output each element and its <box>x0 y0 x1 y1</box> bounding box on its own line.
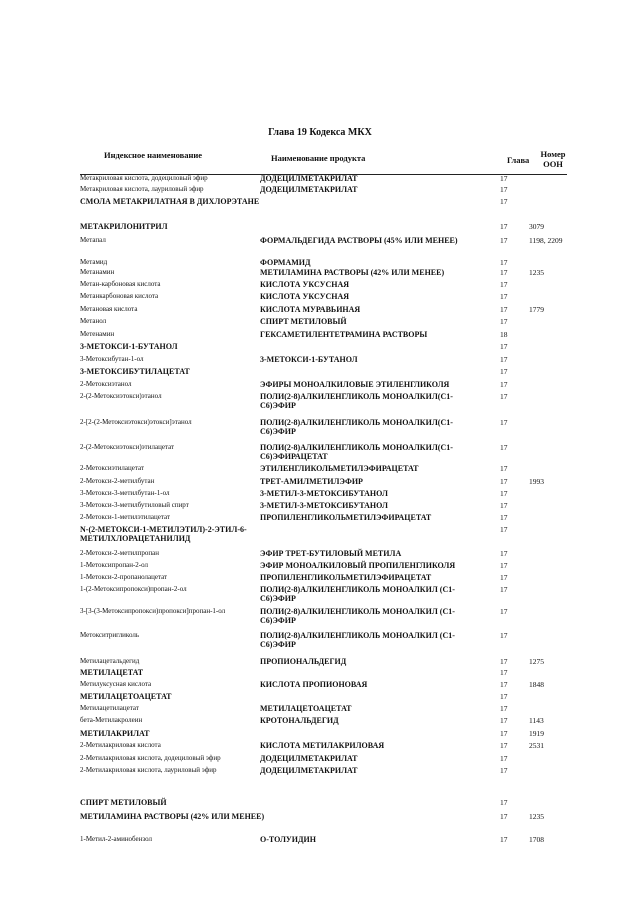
index-name-cell: Метанол <box>80 317 107 325</box>
index-name-cell: Метокситригликоль <box>80 631 140 639</box>
chapter-cell: 17 <box>500 392 508 401</box>
product-name-cell: ПРОПИЛЕНГЛИКОЛЬМЕТИЛЭФИРАЦЕТАТ <box>260 573 432 582</box>
product-name-cell: ФОРМАМИД <box>260 258 311 267</box>
index-name-cell: Метапал <box>80 236 106 244</box>
un-number-cell: 1708 <box>529 835 544 844</box>
chapter-cell: 17 <box>500 549 508 558</box>
un-number-cell: 1848 <box>529 680 544 689</box>
product-name-cell: ПРОПИЛЕНГЛИКОЛЬМЕТИЛЭФИРАЦЕТАТ <box>260 513 432 522</box>
index-name-cell: Метилацетилацетат <box>80 704 139 712</box>
chapter-cell: 17 <box>500 268 508 277</box>
index-name-cell: Метановая кислота <box>80 305 138 313</box>
product-name-cell: КИСЛОТА МУРАВЬИНАЯ <box>260 305 361 314</box>
un-number-cell: 2531 <box>529 741 544 750</box>
chapter-cell: 17 <box>500 185 508 194</box>
index-name-cell: СМОЛА МЕТАКРИЛАТНАЯ В ДИХЛОРЭТАНЕ <box>80 197 260 206</box>
chapter-cell: 17 <box>500 754 508 763</box>
chapter-cell: 17 <box>500 258 508 267</box>
index-name-cell: 2-Метилакриловая кислота, лауриловый эфир <box>80 766 217 774</box>
chapter-cell: 17 <box>500 525 508 534</box>
chapter-cell: 17 <box>500 477 508 486</box>
chapter-cell: 17 <box>500 355 508 364</box>
index-name-cell: СПИРТ МЕТИЛОВЫЙ <box>80 798 167 807</box>
index-name-cell: 3-Метокси-3-метилбутиловый спирт <box>80 501 189 509</box>
product-name-cell: КРОТОНАЛЬДЕГИД <box>260 716 339 725</box>
index-name-cell: 3-МЕТОКСИ-1-БУТАНОЛ <box>80 342 178 351</box>
chapter-cell: 17 <box>500 367 508 376</box>
product-name-cell: СПИРТ МЕТИЛОВЫЙ <box>260 317 347 326</box>
product-name-cell: ДОДЕЦИЛМЕТАКРИЛАТ <box>260 766 358 775</box>
product-name-cell: ДОДЕЦИЛМЕТАКРИЛАТ <box>260 185 358 194</box>
chapter-cell: 17 <box>500 631 508 640</box>
index-name-cell: Метилацетальдегид <box>80 657 140 665</box>
index-name-cell: МЕТАКРИЛОНИТРИЛ <box>80 222 168 231</box>
chapter-cell: 17 <box>500 501 508 510</box>
product-name-cell: КИСЛОТА УКСУСНАЯ <box>260 280 350 289</box>
chapter-cell: 17 <box>500 692 508 701</box>
chapter-cell: 17 <box>500 443 508 452</box>
chapter-cell: 17 <box>500 716 508 725</box>
product-name-cell: ДОДЕЦИЛМЕТАКРИЛАТ <box>260 754 358 763</box>
chapter-cell: 17 <box>500 812 508 821</box>
index-name-cell: 2-[2-(2-Метоксиэтокси)этокси]этанол <box>80 418 192 426</box>
index-name-cell: 1-Метоксипропан-2-ол <box>80 561 149 569</box>
chapter-cell: 17 <box>500 317 508 326</box>
index-name-cell: 3-[3-(3-Метоксипропокси)пропокси]пропан-1-ол <box>80 607 226 615</box>
index-name-cell: 3-Метоксибутан-1-ол <box>80 355 144 363</box>
chapter-cell: 17 <box>500 741 508 750</box>
un-number-cell: 1919 <box>529 729 544 738</box>
chapter-cell: 18 <box>500 330 508 339</box>
chapter-cell: 17 <box>500 573 508 582</box>
product-name-cell: ПОЛИ(2-8)АЛКИЛЕНГЛИКОЛЬ МОНОАЛКИЛ (С1-С6)ЭФИР <box>260 631 455 649</box>
chapter-cell: 17 <box>500 668 508 677</box>
index-name-cell: Метенамин <box>80 330 115 338</box>
un-number-cell: 3079 <box>529 222 544 231</box>
chapter-cell: 17 <box>500 513 508 522</box>
product-name-cell: 3-МЕТИЛ-3-МЕТОКСИБУТАНОЛ <box>260 489 388 498</box>
chapter-cell: 17 <box>500 418 508 427</box>
un-number-cell: 1235 <box>529 268 544 277</box>
index-name-cell: 2-(2-Метоксиэтокси)этанол <box>80 392 162 400</box>
index-name-cell: 2-Метоксиэтанол <box>80 380 132 388</box>
un-number-cell: 1275 <box>529 657 544 666</box>
product-name-cell: ДОДЕЦИЛМЕТАКРИЛАТ <box>260 174 358 183</box>
chapter-cell: 17 <box>500 835 508 844</box>
page-title: Глава 19 Кодекса МКХ <box>268 127 372 138</box>
chapter-cell: 17 <box>500 464 508 473</box>
index-name-cell: 2-Метоксиэтилацетат <box>80 464 145 472</box>
product-name-cell: ЭФИРЫ МОНОАЛКИЛОВЫЕ ЭТИЛЕНГЛИКОЛЯ <box>260 380 450 389</box>
index-name-cell: бета-Метилакролеин <box>80 716 143 724</box>
index-name-cell: 1-Метокси-2-пропанолацетат <box>80 573 168 581</box>
index-name-cell: 2-Метокси-1-метилэтилацетат <box>80 513 171 521</box>
index-name-cell: 2-(2-Метоксиэтокси)этилацетат <box>80 443 175 451</box>
product-name-cell: КИСЛОТА УКСУСНАЯ <box>260 292 350 301</box>
chapter-cell: 17 <box>500 342 508 351</box>
un-number-cell: 1993 <box>529 477 544 486</box>
index-name-cell: Метилуксусная кислота <box>80 680 152 688</box>
product-name-cell: ПОЛИ(2-8)АЛКИЛЕНГЛИКОЛЬ МОНОАЛКИЛ(С1-С6)ЭФИР <box>260 418 453 436</box>
index-name-cell: Метамид <box>80 258 108 266</box>
index-name-cell: 2-Метокси-2-метилпропан <box>80 549 159 557</box>
product-name-cell: О-ТОЛУИДИН <box>260 835 316 844</box>
index-name-cell: МЕТИЛАКРИЛАТ <box>80 729 150 738</box>
product-name-cell: ГЕКСАМЕТИЛЕНТЕТРАМИНА РАСТВОРЫ <box>260 330 428 339</box>
index-name-cell: 2-Метилакриловая кислота, додециловый эфир <box>80 754 221 762</box>
un-number-cell: 1143 <box>529 716 544 725</box>
chapter-cell: 17 <box>500 585 508 594</box>
chapter-cell: 17 <box>500 489 508 498</box>
index-name-cell: Метан-карбоновая кислота <box>80 280 161 288</box>
un-number-cell: 1779 <box>529 305 544 314</box>
chapter-cell: 17 <box>500 174 508 183</box>
chapter-cell: 17 <box>500 798 508 807</box>
chapter-cell: 17 <box>500 766 508 775</box>
index-name-cell: 2-Метилакриловая кислота <box>80 741 161 749</box>
chapter-cell: 17 <box>500 280 508 289</box>
chapter-cell: 17 <box>500 197 508 206</box>
index-name-cell: N-(2-МЕТОКСИ-1-МЕТИЛЭТИЛ)-2-ЭТИЛ-6-МЕТИЛХЛОРАЦЕТАНИЛИД <box>80 525 247 543</box>
product-name-cell: ПРОПИОНАЛЬДЕГИД <box>260 657 347 666</box>
un-number-cell: 1235 <box>529 812 544 821</box>
chapter-cell: 17 <box>500 657 508 666</box>
chapter-cell: 17 <box>500 729 508 738</box>
index-name-cell: Метакриловая кислота, лауриловый эфир <box>80 185 204 193</box>
product-name-cell: МЕТИЛАЦЕТОАЦЕТАТ <box>260 704 352 713</box>
product-name-cell: ПОЛИ(2-8)АЛКИЛЕНГЛИКОЛЬ МОНОАЛКИЛ(С1-С6)ЭФИРАЦЕТАТ <box>260 443 453 461</box>
product-name-cell: 3-МЕТОКСИ-1-БУТАНОЛ <box>260 355 358 364</box>
product-name-cell: ЭФИР ТРЕТ-БУТИЛОВЫЙ МЕТИЛА <box>260 549 402 558</box>
product-name-cell: ЭТИЛЕНГЛИКОЛЬМЕТИЛЭФИРАЦЕТАТ <box>260 464 419 473</box>
product-name-cell: ЭФИР МОНОАЛКИЛОВЫЙ ПРОПИЛЕНГЛИКОЛЯ <box>260 561 456 570</box>
chapter-cell: 17 <box>500 607 508 616</box>
product-name-cell: ФОРМАЛЬДЕГИДА РАСТВОРЫ (45% ИЛИ МЕНЕЕ) <box>260 236 458 245</box>
index-name-cell: 1-Метил-2-аминобензол <box>80 835 153 843</box>
index-name-cell: 1-(2-Метоксипропокси)пропан-2-ол <box>80 585 187 593</box>
product-name-cell: 3-МЕТИЛ-3-МЕТОКСИБУТАНОЛ <box>260 501 388 510</box>
index-name-cell: МЕТИЛАМИНА РАСТВОРЫ (42% ИЛИ МЕНЕЕ) <box>80 812 265 821</box>
column-header-product-name: Наименование продукта <box>271 153 366 163</box>
product-name-cell: ПОЛИ(2-8)АЛКИЛЕНГЛИКОЛЬ МОНОАЛКИЛ (С1-С6)ЭФИР <box>260 585 455 603</box>
index-name-cell: МЕТИЛАЦЕТОАЦЕТАТ <box>80 692 172 701</box>
product-name-cell: ПОЛИ(2-8)АЛКИЛЕНГЛИКОЛЬ МОНОАЛКИЛ(С1-С6)ЭФИР <box>260 392 453 410</box>
product-name-cell: КИСЛОТА МЕТИЛАКРИЛОВАЯ <box>260 741 385 750</box>
chapter-cell: 17 <box>500 680 508 689</box>
chapter-cell: 17 <box>500 292 508 301</box>
chapter-cell: 17 <box>500 236 508 245</box>
chapter-cell: 17 <box>500 704 508 713</box>
index-name-cell: Метакриловая кислота, додециловый эфир <box>80 174 208 182</box>
un-number-cell: 1198, 2209 <box>529 236 563 245</box>
product-name-cell: МЕТИЛАМИНА РАСТВОРЫ (42% ИЛИ МЕНЕЕ) <box>260 268 445 277</box>
chapter-cell: 17 <box>500 305 508 314</box>
index-name-cell: Метанкарбоновая кислота <box>80 292 159 300</box>
column-header-un-number: Номер ООН <box>540 149 566 169</box>
product-name-cell: ПОЛИ(2-8)АЛКИЛЕНГЛИКОЛЬ МОНОАЛКИЛ (С1-С6)ЭФИР <box>260 607 455 625</box>
column-header-chapter: Глава <box>507 155 530 165</box>
index-name-cell: Метанамин <box>80 268 115 276</box>
chapter-cell: 17 <box>500 380 508 389</box>
index-name-cell: 3-МЕТОКСИБУТИЛАЦЕТАТ <box>80 367 190 376</box>
product-name-cell: ТРЕТ-АМИЛМЕТИЛЭФИР <box>260 477 363 486</box>
index-name-cell: 3-Метокси-3-метилбутан-1-ол <box>80 489 170 497</box>
product-name-cell: КИСЛОТА ПРОПИОНОВАЯ <box>260 680 368 689</box>
chapter-cell: 17 <box>500 561 508 570</box>
index-name-cell: МЕТИЛАЦЕТАТ <box>80 668 144 677</box>
index-name-cell: 2-Метокси-2-метилбутан <box>80 477 155 485</box>
chapter-cell: 17 <box>500 222 508 231</box>
column-header-index-name: Индексное наименование <box>104 150 203 160</box>
